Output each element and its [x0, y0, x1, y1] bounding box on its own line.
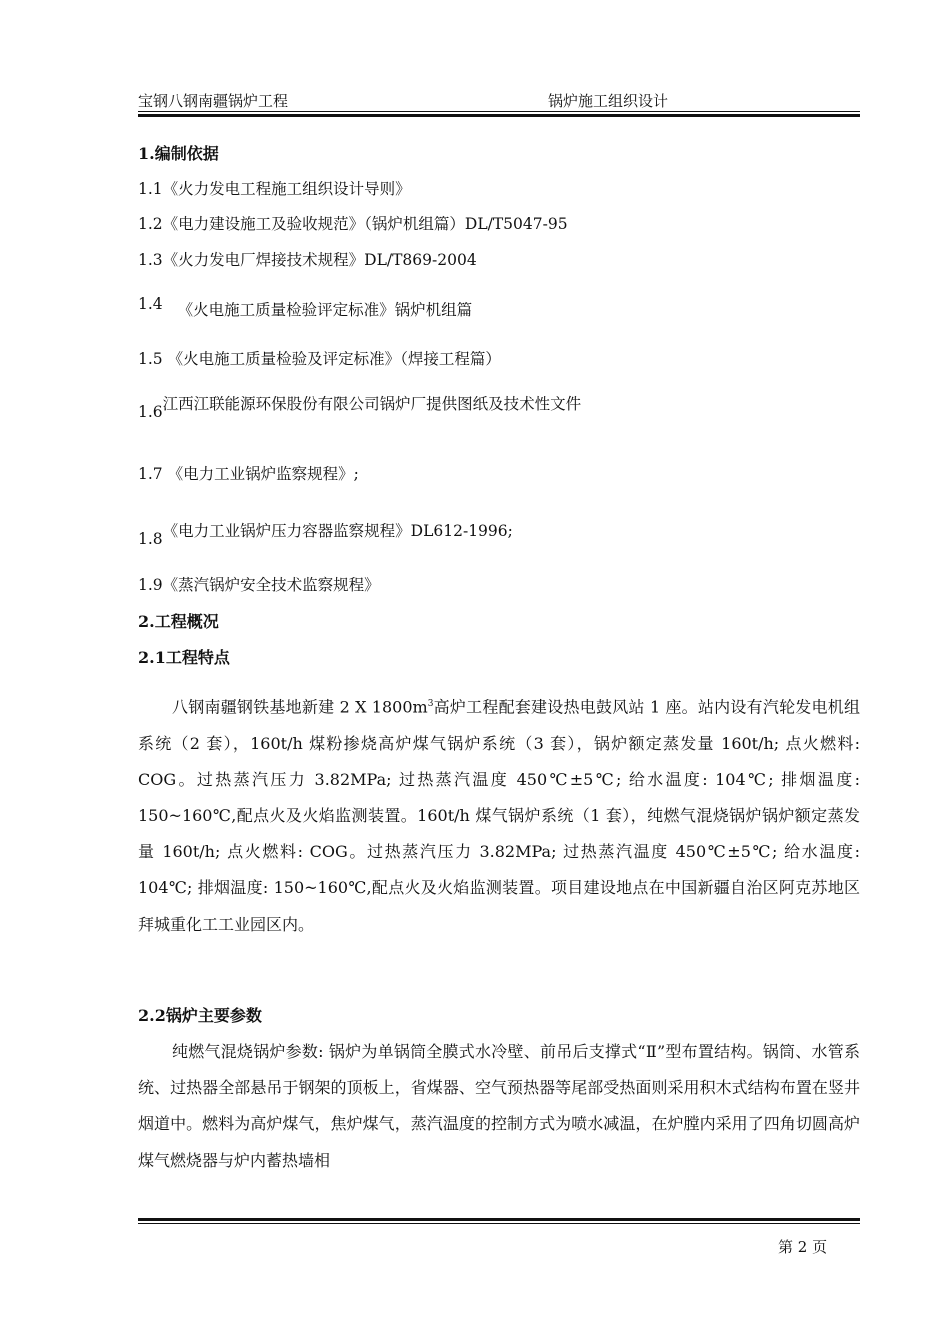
basis-item-1-6 [138, 392, 582, 421]
header-document-title: 锅炉施工组织设计 [548, 92, 669, 110]
basis-item-text: 《火电施工质量检验评定标准》锅炉机组篇 [177, 301, 473, 319]
basis-item-1-5: 1.5 《火电施工质量检验及评定标准》（焊接工程篇） [138, 350, 501, 368]
basis-item-1-8 [138, 519, 513, 548]
basis-item-1-4 [138, 295, 473, 320]
footer-rule-thick [138, 1218, 860, 1221]
section-heading-overview: 2.工程概况 [138, 612, 219, 631]
basis-item-1-3: 1.3《火力发电厂焊接技术规程》DL/T869-2004 [138, 251, 477, 269]
basis-item-number: 1.4 [138, 295, 163, 313]
basis-item-1-7: 1.7 《电力工业锅炉监察规程》; [138, 465, 359, 483]
header-rule-thin [138, 111, 860, 112]
header-rule-thick [138, 114, 860, 117]
parameters-text: 纯燃气混烧锅炉参数: 锅炉为单锅筒全膜式水冷壁、前吊后支撑式“Ⅱ”型布置结构。锅筒、水管系统、过热器全部悬吊于钢架的顶板上，省煤器、空气预热器等尾部受热面则采用积木式结构布置在竖井烟道中。燃料为高炉煤气，焦炉煤气，蒸汽温度的控制方式为喷水减温，在炉膛内采用了四角切圆高炉煤气燃烧器与炉内蓄热墙相 [138, 1042, 860, 1170]
basis-item-1-1: 1.1《火力发电工程施工组织设计导则》 [138, 180, 411, 198]
basis-item-text: 江西江联能源环保股份有限公司锅炉厂提供图纸及技术性文件 [162, 395, 582, 413]
features-text-rest: 高炉工程配套建设热电鼓风站 1 座。站内设有汽轮发电机组系统（2 套），160t/h 煤粉掺烧高炉煤气锅炉系统（3 套），锅炉额定蒸发量 160t/h; 点火燃料: COG。过热蒸汽压力 3.82MPa; 过热蒸汽温度 450℃±5℃; 给水温度: 104℃; 排烟温度: 150~160℃,配点火及火焰监测装置。160t/h 煤气锅炉系统（1 套），纯燃气混烧锅炉锅炉额定蒸发量 160t/h; 点火燃料: COG。过热蒸汽压力 3.82MPa; 过热蒸汽温度 450℃±5℃; 给水温度: 104℃; 排烟温度: 150~160℃,配点火及火焰监测装置。项目建设地点在中国新疆自治区阿克苏地区拜城重化工工业园区内。 [138, 697, 860, 934]
superscript-cubic: 3 [427, 699, 434, 709]
paragraph-boiler-parameters [138, 1034, 860, 1179]
paragraph-project-features [138, 686, 860, 943]
section-heading-basis: 1.编制依据 [138, 144, 219, 163]
basis-item-text: 《电力工业锅炉压力容器监察规程》DL612-1996; [162, 522, 513, 540]
header-project-name: 宝钢八钢南疆锅炉工程 [138, 92, 289, 110]
basis-item-1-9: 1.9《蒸汽锅炉安全技术监察规程》 [138, 576, 380, 594]
basis-item-number: 1.8 [138, 530, 163, 548]
basis-item-number: 1.6 [138, 403, 163, 421]
page-number: 第 2 页 [778, 1238, 828, 1256]
subsection-heading-parameters: 2.2锅炉主要参数 [138, 1006, 262, 1025]
features-text-start: 八钢南疆钢铁基地新建 2 X 1800m [172, 697, 428, 717]
basis-item-1-2: 1.2《电力建设施工及验收规范》（锅炉机组篇）DL/T5047-95 [138, 215, 568, 233]
footer-rule-thin [138, 1223, 860, 1224]
subsection-heading-features: 2.1工程特点 [138, 648, 230, 667]
